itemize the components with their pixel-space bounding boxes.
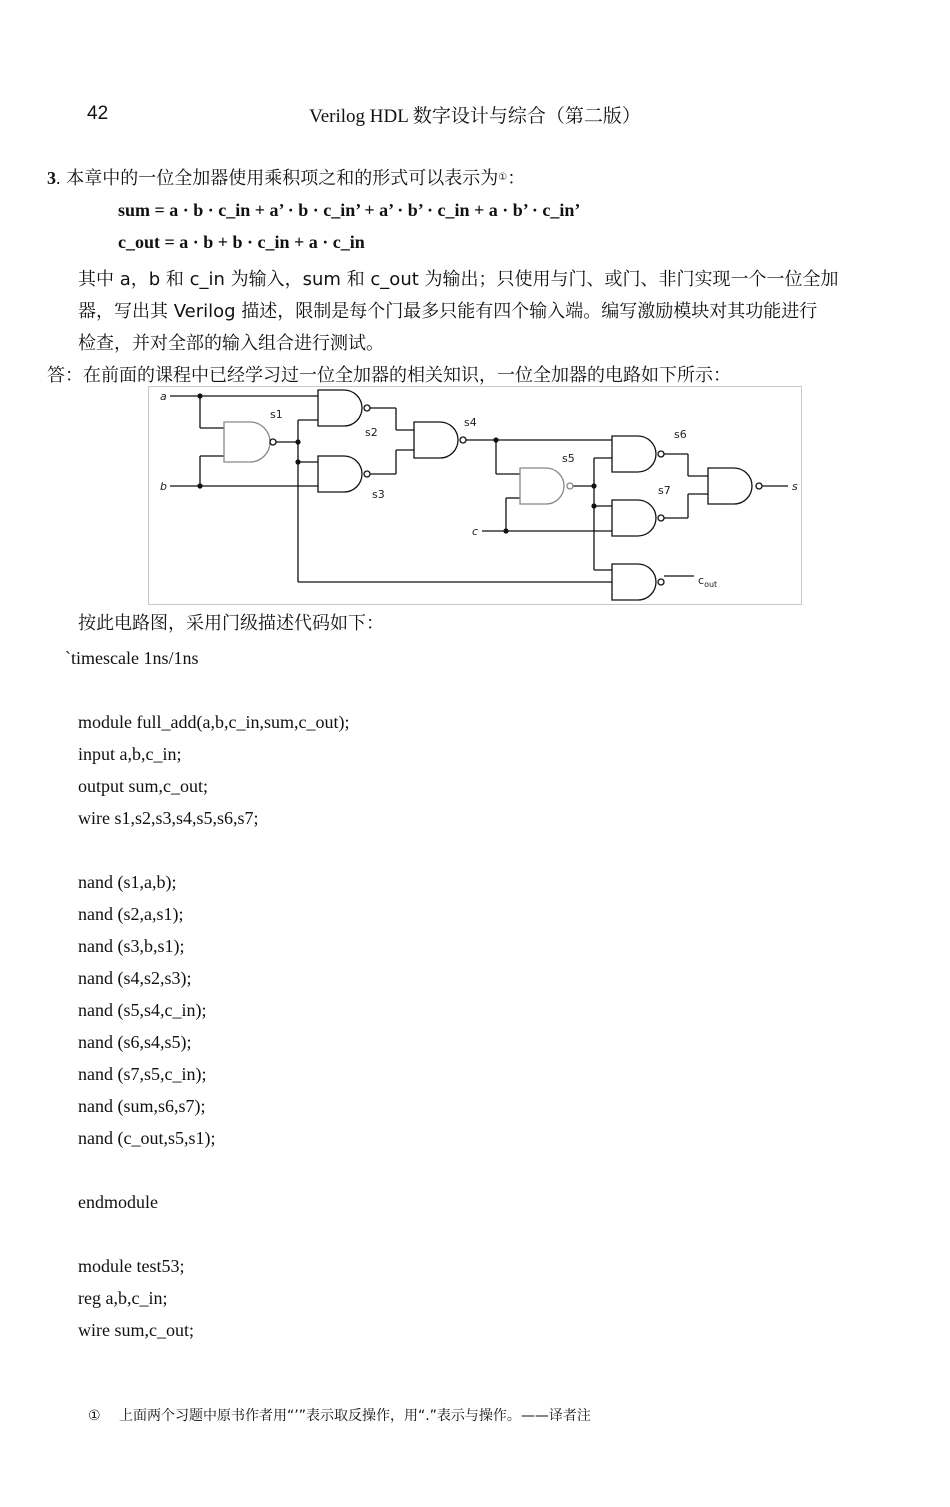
full-adder-circuit bbox=[148, 386, 802, 606]
code-line: module test53; bbox=[78, 1256, 185, 1276]
running-title: Verilog HDL 数字设计与综合（第二版） bbox=[309, 106, 641, 127]
code-line bbox=[78, 1154, 349, 1186]
code-line: nand (sum,s6,s7); bbox=[78, 1096, 206, 1116]
footnote-text: 上面两个习题中原书作者用“’”表示取反操作，用“.”表示与操作。——译者注 bbox=[119, 1408, 591, 1424]
code-line: nand (s7,s5,c_in); bbox=[78, 1064, 207, 1084]
code-line: nand (s4,s2,s3); bbox=[78, 968, 192, 988]
label-cout-sub: out bbox=[704, 580, 718, 589]
label-s2: s2 bbox=[365, 426, 378, 439]
label-s7: s7 bbox=[658, 484, 671, 497]
code-block bbox=[78, 706, 349, 1346]
equation-cout: c_out = a · b + b · c_in + a · c_in bbox=[118, 232, 365, 252]
after-figure-text: 按此电路图，采用门级描述代码如下： bbox=[78, 613, 384, 634]
footnote bbox=[88, 1405, 591, 1425]
label-cout-main: c bbox=[698, 574, 705, 587]
code-line: wire s1,s2,s3,s4,s5,s6,s7; bbox=[78, 808, 259, 828]
label-s5: s5 bbox=[562, 452, 575, 465]
question-body-1: 其中 a，b 和 c_in 为输入，sum 和 c_out 为输出；只使用与门、或门、非门实现一个一位全加 bbox=[78, 269, 839, 290]
page-number: 42 bbox=[87, 103, 109, 124]
code-line bbox=[78, 834, 349, 866]
code-line: module full_add(a,b,c_in,sum,c_out); bbox=[78, 712, 350, 732]
question-body-3: 检查，并对全部的输入组合进行测试。 bbox=[78, 333, 384, 354]
question-intro bbox=[47, 162, 525, 195]
footnote-ref: ① bbox=[498, 172, 508, 183]
question-body-2: 器，写出其 Verilog 描述，限制是每个门最多只能有四个输入端。编写激励模块对其功能进行 bbox=[78, 301, 818, 322]
code-line: nand (s1,a,b); bbox=[78, 872, 177, 892]
label-s: s bbox=[792, 480, 798, 493]
label-s3: s3 bbox=[372, 488, 385, 501]
label-c: c bbox=[472, 525, 479, 538]
question-number-dot: . bbox=[56, 168, 61, 188]
code-line: output sum,c_out; bbox=[78, 776, 208, 796]
label-s1: s1 bbox=[270, 408, 283, 421]
code-timescale: `timescale 1ns/1ns bbox=[65, 648, 199, 668]
code-line: input a,b,c_in; bbox=[78, 744, 182, 764]
footnote-mark: ① bbox=[88, 1408, 101, 1424]
code-line: nand (s5,s4,c_in); bbox=[78, 1000, 207, 1020]
label-a: a bbox=[160, 390, 167, 403]
answer-line: 答：在前面的课程中已经学习过一位全加器的相关知识，一位全加器的电路如下所示： bbox=[47, 365, 731, 386]
label-b: b bbox=[160, 480, 167, 493]
code-line: nand (c_out,s5,s1); bbox=[78, 1128, 216, 1148]
code-line: endmodule bbox=[78, 1192, 158, 1212]
code-line: nand (s2,a,s1); bbox=[78, 904, 184, 924]
code-line: nand (s3,b,s1); bbox=[78, 936, 185, 956]
code-line: reg a,b,c_in; bbox=[78, 1288, 168, 1308]
question-intro-end: ： bbox=[507, 168, 526, 189]
code-line bbox=[78, 1218, 349, 1250]
question-intro-text: 本章中的一位全加器使用乘积项之和的形式可以表示为 bbox=[66, 168, 499, 189]
label-s4: s4 bbox=[464, 416, 477, 429]
equation-sum: sum = a · b · c_in + a’ · b · c_in’ + a’ · b’ · c_in + a · b’ · c_in’ bbox=[118, 200, 581, 220]
question-number: 3 bbox=[47, 168, 56, 188]
code-line: nand (s6,s4,s5); bbox=[78, 1032, 192, 1052]
label-s6: s6 bbox=[674, 428, 687, 441]
code-line: wire sum,c_out; bbox=[78, 1320, 194, 1340]
